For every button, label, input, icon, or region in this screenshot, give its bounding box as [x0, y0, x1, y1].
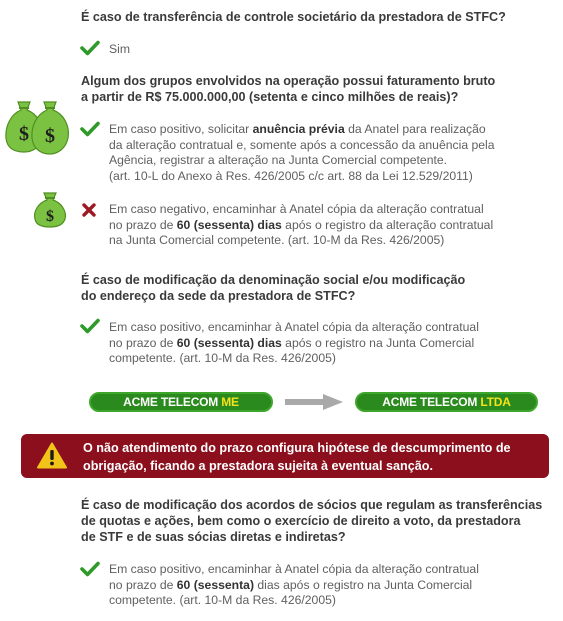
question-4-line-2: de quotas e ações, bem como o exercício de direito a voto, da prestadora	[81, 514, 521, 528]
q3-positive-line-3: competente. (art. 10-M da Res. 426/2005)	[109, 351, 336, 365]
warning-line-2: obrigação, ficando a prestadora sujeita à eventual sanção.	[83, 459, 433, 473]
warning-text	[83, 439, 543, 475]
question-3	[81, 272, 551, 304]
answer-1: Sim	[109, 42, 130, 56]
question-2-line-2: a partir de R$ 75.000.000,00 (setenta e cinco milhões de reais)?	[81, 90, 459, 104]
q3-positive-line-1: Em caso positivo, encaminhar à Anatel cópia da alteração contratual	[109, 320, 479, 334]
q2-positive-line-2: da alteração contratual e, somente após a concessão da anuência pela	[109, 137, 495, 152]
check-icon	[80, 40, 100, 56]
company-name-before-badge: ACME TELECOM ME	[89, 392, 273, 412]
q2-negative-line-2: no prazo de 60 (sessenta) dias após o registro da alteração contratual	[109, 217, 494, 232]
q2-positive-line-1: Em caso positivo, solicitar anuência prévia da Anatel para realização	[109, 122, 486, 136]
svg-text:$: $	[46, 208, 54, 225]
q3-positive-answer	[109, 320, 559, 367]
question-3-line-2: do endereço da sede da prestadora de STFC?	[81, 289, 356, 303]
q2-positive-line-3: Agência, registrar a alteração na Junta Comercial competente.	[109, 153, 448, 167]
q2-positive-line-4: (art. 10-L do Anexo à Res. 426/2005 c/c art. 88 da Lei 12.529/2011)	[109, 168, 473, 183]
x-icon	[81, 202, 97, 218]
warning-line-1: O não atendimento do prazo configura hipótese de descumprimento de	[83, 441, 511, 455]
warning-banner	[21, 434, 549, 478]
q2-negative-line-1: Em caso negativo, encaminhar à Anatel cópia da alteração contratual	[109, 202, 484, 216]
company-name-after-badge: ACME TELECOM LTDA	[355, 392, 538, 412]
q2-negative-line-3: na Junta Comercial competente. (art. 10-M da Res. 426/2005)	[109, 233, 445, 247]
warning-triangle-icon	[37, 442, 67, 469]
money-bag-icon	[4, 96, 76, 156]
arrow-right-icon	[285, 394, 343, 410]
q4-positive-line-1: Em caso positivo, encaminhar à Anatel cópia da alteração contratual	[109, 562, 479, 576]
question-2	[81, 73, 551, 105]
q4-positive-line-3: competente. (art. 10-M da Res. 426/2005)	[109, 593, 336, 607]
question-4-line-3: de STF e de suas sócias diretas e indiretas?	[81, 530, 346, 544]
question-4-line-1: É caso de modificação dos acordos de sócios que regulam as transferências	[81, 498, 543, 512]
question-4	[81, 497, 557, 545]
question-1: É caso de transferência de controle societário da prestadora de STFC?	[81, 10, 506, 24]
q2-positive-answer	[109, 122, 559, 184]
question-2-line-1: Algum dos grupos envolvidos na operação possui faturamento bruto	[81, 74, 496, 88]
check-icon	[80, 561, 100, 577]
svg-text:$: $	[19, 123, 29, 145]
check-icon	[80, 121, 100, 137]
question-3-line-1: É caso de modificação da denominação social e/ou modificação	[81, 273, 466, 287]
check-icon	[80, 318, 100, 334]
q3-positive-line-2: no prazo de 60 (sessenta) dias após o registro na Junta Comercial	[109, 335, 475, 350]
money-bag-icon	[32, 190, 68, 228]
q2-negative-answer	[109, 202, 559, 249]
svg-text:$: $	[45, 125, 55, 147]
q4-positive-line-2: no prazo de 60 (sessenta) dias após o registro na Junta Comercial	[109, 577, 473, 592]
q4-positive-answer	[109, 562, 559, 609]
